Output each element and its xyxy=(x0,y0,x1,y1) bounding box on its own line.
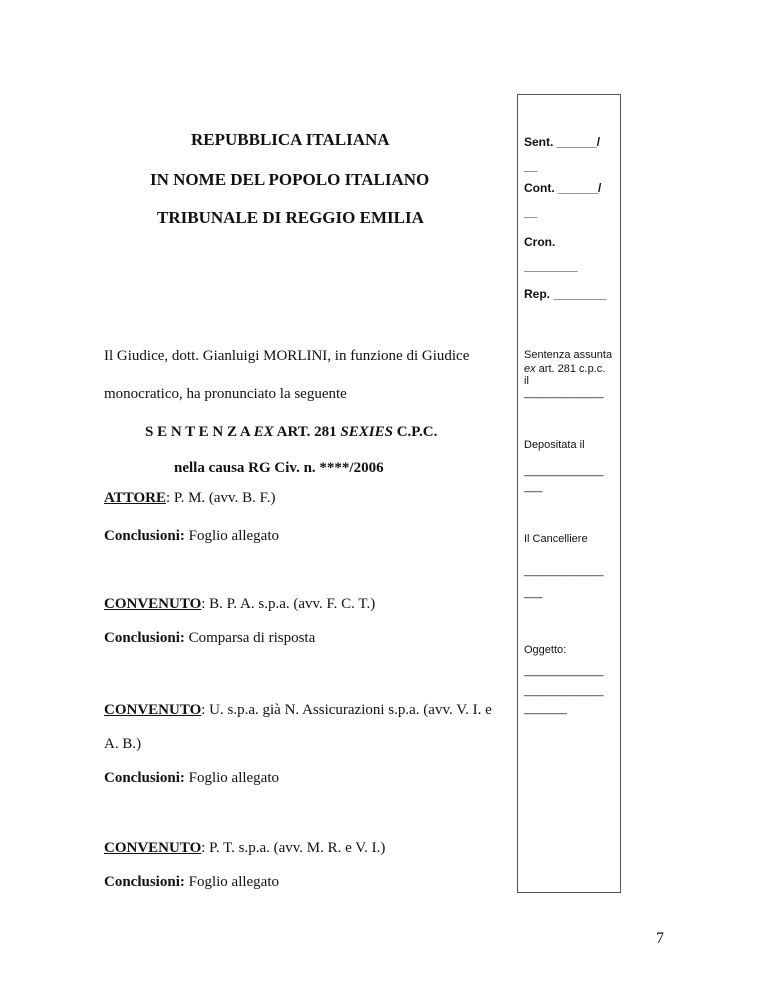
conclusions-convenuto-2: Conclusioni: Foglio allegato xyxy=(104,770,280,786)
intro-line-1: Il Giudice, dott. Gianluigi MORLINI, in funzione di Giudice xyxy=(104,348,470,364)
conclusions-attore: Conclusioni: Foglio allegato xyxy=(104,528,280,544)
cron-field: Cron. xyxy=(524,235,556,249)
sent-field-cont: __ xyxy=(524,159,538,173)
sent-field: Sent. ______/ xyxy=(524,135,601,149)
header-people: IN NOME DEL POPOLO ITALIANO xyxy=(150,170,430,189)
intro-line-2: monocratico, ha pronunciato la seguente xyxy=(104,386,347,402)
header-court: TRIBUNALE DI REGGIO EMILIA xyxy=(157,208,424,227)
oggetto-line-1: _____________ xyxy=(524,665,604,677)
header-republic: REPUBBLICA ITALIANA xyxy=(191,130,390,149)
cancelliere-label: Il Cancelliere xyxy=(524,533,588,545)
oggetto-line-3: _______ xyxy=(524,703,567,715)
cont-field: Cont. ______/ xyxy=(524,181,602,195)
cont-field-cont: __ xyxy=(524,205,538,219)
case-number: nella causa RG Civ. n. ****/2006 xyxy=(174,460,384,476)
party-convenuto-2-cont: A. B.) xyxy=(104,736,142,752)
depositata-label: Depositata il xyxy=(524,439,585,451)
il-line: _____________ xyxy=(524,387,604,399)
il-label: il xyxy=(524,375,529,387)
sentence-title: S E N T E N Z A EX ART. 281 SEXIES C.P.C. xyxy=(145,424,438,440)
page-number: 7 xyxy=(656,930,664,947)
party-convenuto-2: CONVENUTO: U. s.p.a. già N. Assicurazioni s.p.a. (avv. V. I. e xyxy=(104,702,492,718)
ex-art-label: ex art. 281 c.p.c. xyxy=(524,363,606,375)
conclusions-convenuto-1: Conclusioni: Comparsa di risposta xyxy=(104,630,316,646)
oggetto-label: Oggetto: xyxy=(524,644,567,656)
oggetto-line-2: _____________ xyxy=(524,685,604,697)
party-convenuto-1: CONVENUTO: B. P. A. s.p.a. (avv. F. C. T.) xyxy=(104,596,376,612)
depositata-line-2: ___ xyxy=(524,481,543,493)
party-attore: ATTORE: P. M. (avv. B. F.) xyxy=(104,490,276,506)
cancelliere-line-2: ___ xyxy=(524,587,543,599)
party-convenuto-3: CONVENUTO: P. T. s.p.a. (avv. M. R. e V. I.) xyxy=(104,840,386,856)
depositata-line-1: _____________ xyxy=(524,465,604,477)
rep-field: Rep. ________ xyxy=(524,287,607,301)
registry-sidebar xyxy=(517,94,621,893)
sentenza-assunta-label: Sentenza assunta xyxy=(524,349,613,361)
cancelliere-line-1: _____________ xyxy=(524,565,604,577)
cron-line: ________ xyxy=(524,259,578,273)
conclusions-convenuto-3: Conclusioni: Foglio allegato xyxy=(104,874,280,890)
